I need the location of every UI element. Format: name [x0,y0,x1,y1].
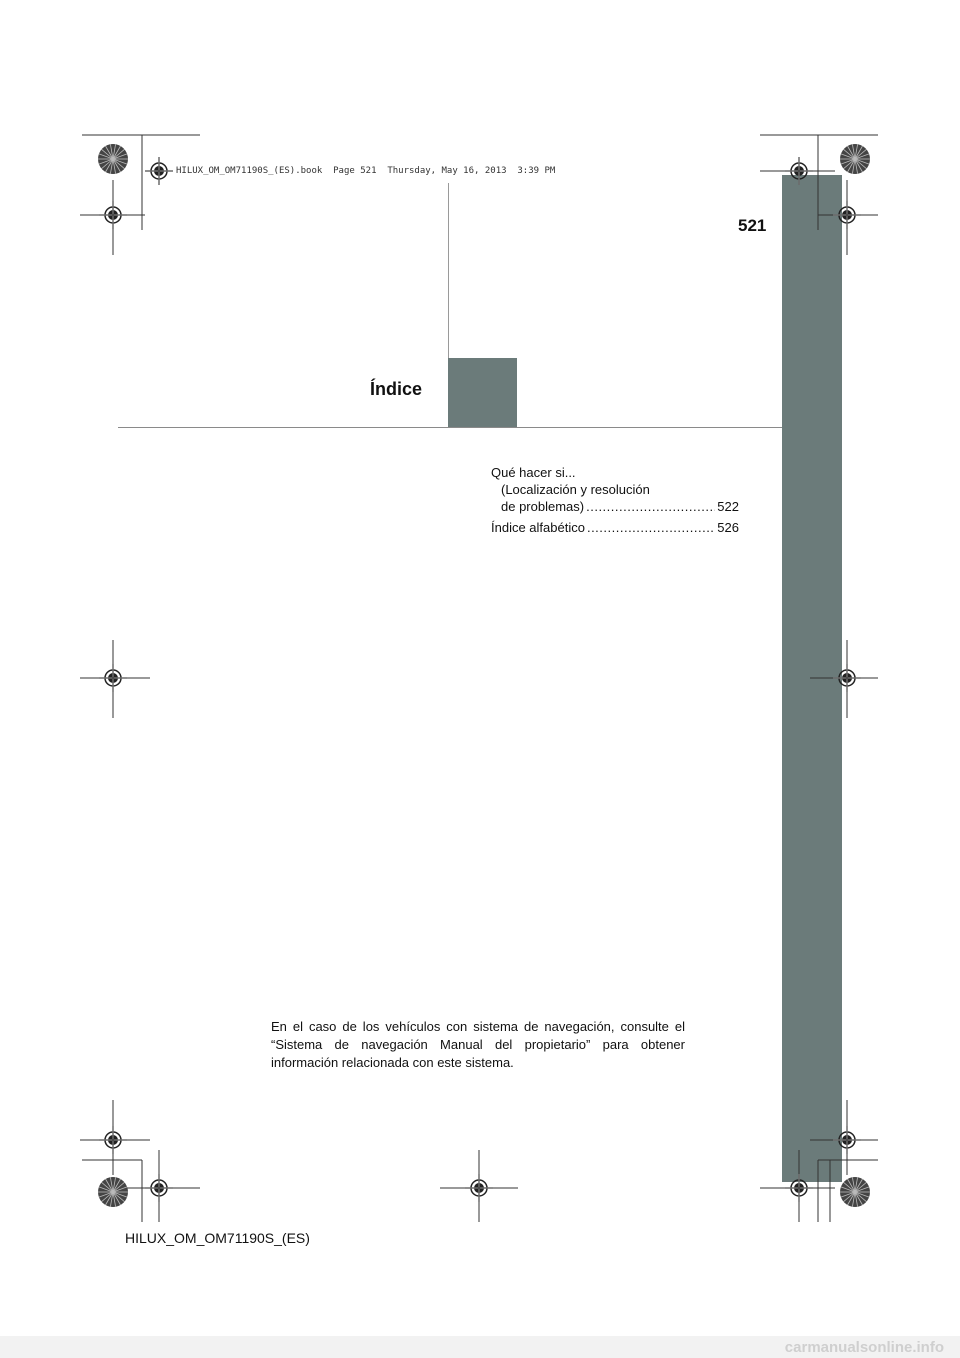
toc-entry-alphabetical-index[interactable] [491,519,739,536]
toc-page-number: 526 [717,520,739,535]
starburst-mark-icon [98,144,128,174]
toc-entry-title: Índice alfabético [491,520,585,535]
section-title: Índice [370,379,423,399]
registration-target-icon [99,201,127,229]
registration-target-icon [99,664,127,692]
registration-target-icon [833,201,861,229]
navigation-note: En el caso de los vehículos con sistema de navegación, consulte el “Sistema de navegación Manual del propietario” para obtener información relacionada con este sistema. [271,1019,685,1070]
toc-entry-title: Qué hacer si... [491,465,576,480]
starburst-mark-icon [840,144,870,174]
registration-target-icon [785,157,813,185]
toc-page-number: 522 [717,499,739,514]
page-number: 521 [738,216,767,235]
watermark-banner [0,1336,960,1358]
registration-target-icon [833,664,861,692]
starburst-mark-icon [98,1177,128,1207]
registration-target-icon [833,1126,861,1154]
registration-target-icon [465,1174,493,1202]
registration-target-icon [99,1126,127,1154]
file-info-header: HILUX_OM_OM71190S_(ES).book Page 521 Thursday, May 16, 2013 3:39 PM [176,166,556,176]
toc-entry-troubleshooting[interactable] [491,464,739,515]
toc-entry-subtitle: (Localización y resolución [501,482,650,497]
toc-entry-subtitle: de problemas) [501,499,585,514]
watermark-text: carmanualsonline.info [784,1339,944,1356]
toc-leader-dots [587,519,715,536]
registration-target-icon [145,157,173,185]
toc-leader-dots [586,498,715,515]
document-code-footer: HILUX_OM_OM71190S_(ES) [125,1230,310,1246]
table-of-contents [491,464,739,536]
registration-target-icon [785,1174,813,1202]
registration-target-icon [145,1174,173,1202]
starburst-mark-icon [840,1177,870,1207]
